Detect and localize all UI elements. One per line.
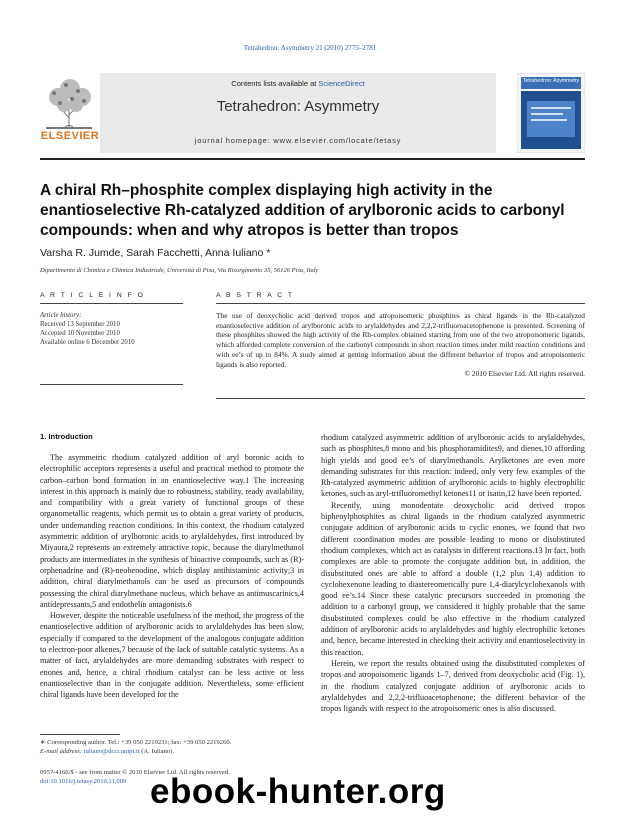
right-paragraph-3: Herein, we report the results obtained using the disubstituted complexes of tropos and atropoisomeric ligands 1–7, derived from deoxycholic acid (Fig. 1), in the rhodium catalyzed conjugate addition of arylboronic acids to arylaldehydes and 2,2,2-trifluoacetophenone; the different behavior of the tropos ligands with respect to the atropoisomeric ones is also discussed. [321, 658, 585, 714]
email-line: E-mail address: iuliano@dcci.unipi.it (A. Iuliano). [40, 747, 175, 755]
contents-prefix: Contents lists available at [231, 79, 319, 88]
article-title [40, 181, 585, 241]
footnote-rule [40, 734, 120, 735]
history-online: Available online 6 December 2010 [40, 339, 135, 346]
front-matter-line: 0957-4166/$ - see front matter © 2010 Elsevier Ltd. All rights reserved. [40, 769, 230, 776]
history-received: Received 13 September 2010 [40, 321, 120, 328]
title-line-3: compounds: when and why atropos is better than tropos [40, 222, 459, 239]
article-history [40, 311, 210, 347]
left-paragraph-1: The asymmetric rhodium catalyzed addition of aryl boronic acids to electrophilic acceptors represents a useful and practical method to promote the carbon–carbon bond formation in an enantioselective way.1 The increasing interest in this approach is mainly due to robustness, stability, ready availability, and compatibility with a great variety of functional groups of these organometallic reagents, which permit us to obtain a great variety of products, under undemanding reaction conditions. In this context, the rhodium catalyzed asymmetric addition of arylboronic acids to arylaldehydes, first introduced by Miyaura,2 represents an extremely attractive topic, because the diarylmethanol products are intermediates in the synthesis of bioactive compounds, such as (R)-orphenadrine and (R)-neobenodine, which display antihistaminic activity;3 in addition, chiral diarylmethanols can be used as precursors of compounds possessing the chiral diarylmethane nucleus, which behave as antimuscarinics,4 antidepressants,5 and endothelin antagonists.6 [40, 453, 304, 609]
cover-title: Tetrahedron: Asymmetry [522, 78, 580, 84]
article-info-heading: A R T I C L E I N F O [40, 292, 145, 299]
watermark: ebook-hunter.org [150, 772, 446, 811]
journal-cover-image [517, 73, 585, 153]
affiliation: Dipartimento di Chimica e Chimica Industriale, Università di Pisa, Via Risorgimento 35, 56126 Pisa, Italy [40, 267, 319, 274]
right-paragraph-1: rhodium catalyzed asymmetric addition of arylboronic acids to arylaldehydes, such as phosphites,8 mono and bis phosphoramidites9, and dienes,10 affording high yields and good ee’s of diarylmethanols. Arylketones are even more demanding substrates for this reaction: indeed, only very few examples of the Rh-catalyzed asymmetric addition of arylboronic acids to highly electrophilic ketones, such as aryl-trifluoromethyl ketones11 or isatin,12 have been reported. [321, 433, 585, 499]
article-info-rule [40, 303, 183, 304]
journal-title: Tetrahedron: Asymmetry [216, 98, 380, 115]
abstract-body [216, 311, 585, 379]
right-paragraph-2: Recently, using monodentate deoxycholic acid derived tropos biphenylphosphites as chiral ligands in the rhodium catalyzed asymmetric conjugate addition of arylboronic acids to cyclic enones, we found that two different coordination modes are possible leading to mono or disubstituted rhodium complexes, which act as catalysts in different reactions.13 In fact, both complexes are able to promote the conjugate addition but, in addition, the disubstituted ones are able to afford a double (1,2 plus 1,4) addition to cyclohexenone leading to diastereomerically pure 1,4-diarylcyclohexanols with good ee’s.14 Since these catalytic precursors succeeded in promoting the addition to a carbonyl group, we considered it highly probable that the same disubstituted complexes could be also effective in the rhodium catalyzed addition of arylboronic acids to arylaldehydes and highly electrophilic ketones and, hence, became interested in checking their activity and enantioselectivity in this reaction. [321, 500, 585, 657]
email-link[interactable]: iuliano@dcci.unipi.it [83, 747, 140, 755]
doi-link[interactable]: doi:10.1016/j.tetasy.2010.11.009 [40, 777, 127, 785]
history-accepted: Accepted 10 November 2010 [40, 330, 120, 337]
author-list: Varsha R. Jumde, Sarah Facchetti, Anna Iuliano * [40, 247, 271, 259]
right-column [321, 432, 585, 714]
left-column [40, 452, 304, 701]
abstract-copyright: © 2010 Elsevier Ltd. All rights reserved. [464, 369, 585, 379]
abstract-text: The use of deoxycholic acid derived tropos and atropoisomeric phosphites as chiral ligands in the Rh-catalyzed enantioselective addition of arylboronic acids to arylaldehydes and 2,2,2-trifluoroacetophenone is presented. Screening of these phosphites showed the high activity of the Rh-complex obtained starting from one of the two atropoisomeric ligands, which afforded complete conversion of the carbonyl compounds in short reaction times under mild reaction conditions and with ee’s of up to 84%. A study aimed at getting information about the different behavior of tropos and atropoisomeric ligands is also reported. [216, 311, 585, 369]
left-paragraph-2: However, despite the noticeable usefulness of the method, the progress of the enantioselective addition of arylboronic acids to arylaldehydes has been slow, especially if compared to the development of the analogous conjugate addition to electron-poor alkenes,7 because of the lack of suitable catalytic systems. As a matter of fact, arylaldehydes are more demanding substrates with respect to enones and, hence, a chiral rhodium catalyst can be less active or less enantioselective than in the conjugate addition. Nevertheless, some efficient chiral ligands have been developed for the [40, 611, 304, 700]
title-line-1: A chiral Rh–phosphite complex displaying high activity in the [40, 182, 493, 199]
journal-homepage[interactable]: journal homepage: www.elsevier.com/locate/tetasy [194, 136, 402, 145]
sciencedirect-link[interactable]: ScienceDirect [318, 79, 365, 88]
abstract-bottom-rule [216, 398, 585, 399]
journal-citation[interactable]: Tetrahedron: Asymmetry 21 (2010) 2775–2781 [243, 44, 377, 52]
history-label: Article history: [40, 312, 82, 319]
article-info-bottom-rule [40, 384, 183, 385]
corresponding-author: ∗ Corresponding author. Tel.: +39 050 2219231; fax: +39 050 2219260. [40, 739, 232, 746]
title-line-2: enantioselective Rh-catalyzed addition of arylboronic acids to carbonyl [40, 202, 565, 219]
abstract-rule [216, 303, 585, 304]
abstract-heading: A B S T R A C T [216, 292, 294, 299]
section-heading-introduction: 1. Introduction [40, 432, 93, 441]
elsevier-wordmark: ELSEVIER [40, 130, 100, 142]
footnote [40, 739, 310, 756]
contents-line [100, 79, 496, 88]
header-rule [40, 158, 585, 160]
